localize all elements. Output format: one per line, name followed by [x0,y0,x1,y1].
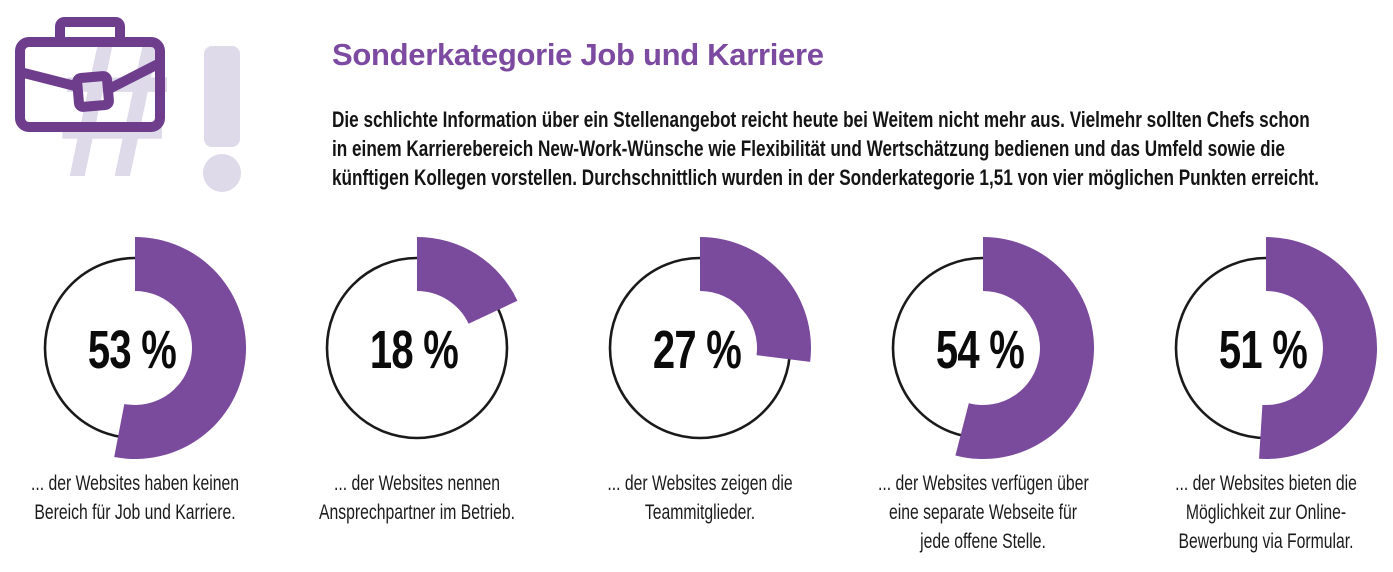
donut-caption [1126,469,1393,556]
donut-caption-line: Ansprechpartner im Betrieb. [318,501,516,524]
intro-paragraph [332,105,1393,192]
donut-caption-line: ... der Websites nennen [333,472,501,495]
donut-value-label: 53 % [87,320,177,380]
donut-caption [0,469,275,527]
donut-caption-line: Teammitglieder. [644,501,756,524]
briefcase-icon [15,16,165,132]
donut-value-label: 27 % [652,320,742,380]
donut-caption [560,469,840,527]
donut-caption-line: ... der Websites bieten die [1175,472,1357,495]
donut-caption-line: jede offene Stelle. [920,530,1046,553]
donut-caption-line: ... der Websites haben keinen [30,472,240,495]
donut-value-label: 51 % [1218,320,1308,380]
page-title: Sonderkategorie Job und Karriere [332,37,824,72]
donut-chart [304,235,530,461]
donut-chart [587,235,813,461]
donut-chart [22,235,248,461]
donut-caption-line: eine separate Webseite für [889,501,1077,524]
exclamation-watermark-dot-icon [203,154,241,192]
exclamation-watermark-icon [204,46,240,147]
hash-watermark-icon: # [56,0,168,219]
donut-caption [277,469,557,527]
donut-caption-line: ... der Websites verfügen über [878,472,1089,495]
donut-caption [843,469,1123,556]
donut-caption-line: ... der Websites zeigen die [607,472,793,495]
donut-caption-line: Bereich für Job und Karriere. [34,501,236,524]
donut-caption-line: Möglichkeit zur Online- [1185,501,1347,524]
intro-line: in einem Karrierebereich New-Work-Wünsche wie Flexibilität und Wertschätzung bedienen und das Umfeld sowie die [332,136,1285,161]
donut-value-arc [417,237,517,324]
intro-line: künftigen Kollegen vorstellen. Durchschnittlich wurden in der Sonderkategorie 1,51 von vier möglichen Punkten erreicht. [332,165,1319,190]
donut-value-label: 54 % [935,320,1025,380]
intro-line: Die schlichte Information über ein Stellenangebot reicht heute bei Weitem nicht mehr aus. Vielmehr sollten Chefs schon [332,107,1310,132]
donut-caption-line: Bewerbung via Formular. [1178,530,1354,553]
donut-chart [1153,235,1379,461]
donut-value-label: 18 % [369,320,459,380]
donut-chart [870,235,1096,461]
